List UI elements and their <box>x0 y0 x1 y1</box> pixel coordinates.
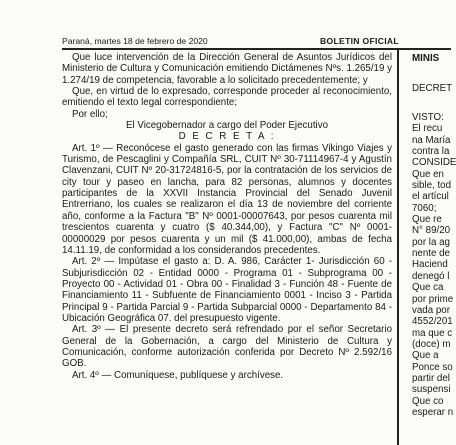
right-line: Que ca <box>412 282 444 294</box>
right-line: el artícul <box>412 191 449 203</box>
main-column <box>62 52 392 381</box>
right-line: Que a <box>412 350 439 362</box>
right-line: 7060; <box>412 202 437 214</box>
paragraph-dictamenes: Que luce intervención de la Dirección General de Asuntos Jurídicos del Ministerio de Cultura y Comunicación emitiendo Dictámenes Nºs. 1.265/19 y 1.274/19 de competencia, favorable a lo solicitado precedentemente; y <box>62 52 392 86</box>
right-line: sible, tod <box>412 180 452 192</box>
article-1: Art. 1º — Reconócese el gasto generado con las firmas Vikingo Viajes y Turismo, de Pescaglini y Compañía SRL, CUIT Nº 30-71114967-4 y Agustín Clavenzani, CUIT Nº 20-31724816-5, por la contratación de los servicios de city tour y paseo en lancha, para 82 personas, alumnos y docentes participantes de la XXVII Instancia Provincial del Senado Juvenil Entrerriano, los cuales se realizaron el día 13 de noviembre del corriente año, conforme a la Factura "B" Nº 0001-00007643, por pesos cuarenta mil trescientos cuarenta y cuatro ($ 40.344,00), y Factura "C" Nº 0001-00000029 por pesos cuarenta y un mil ($ 41.000,00), ambas de fecha 14.11.19, de conformidad a los considerandos precedentes. <box>62 142 392 256</box>
right-line: Que re <box>412 214 442 226</box>
right-line: El recu <box>412 123 443 135</box>
right-section-title: MINIS <box>412 53 440 64</box>
header-rule <box>62 48 451 50</box>
article-2: Art. 2º — Impútase el gasto a: D. A. 986, Carácter 1- Jurisdicción 60 - Subjurisdicción 02 - Entidad 0000 - Programa 01 - Subprograma 00 - Proyecto 00 - Actividad 01 - Obra 00 - Finalidad 3 - Función 48 - Fuente de Financiamiento 11 - Subfuente de Financiamiento 0001 - Inciso 3 - Partida Principal 9 - Partida Parcial 9 - Partida Subparcial 0000 - Departamento 84 - Ubicación Geográfica 07. del presupuesto vigente. <box>62 256 392 324</box>
right-column <box>412 52 456 418</box>
header-date: Paraná, martes 18 de febrero de 2020 <box>62 36 208 46</box>
article-3: Art. 3º — El presente decreto será refrendado por el señor Secretario General de la Gobernación, a cargo del Ministerio de Cultura y Comunicación, conforme autorización conferida por Decreto Nº 2.592/16 GOB. <box>62 324 392 370</box>
right-line: Haciend <box>412 259 448 271</box>
right-line: (doce) m <box>412 338 451 350</box>
right-line: ma que c <box>412 327 453 339</box>
right-line: 4552/201 <box>412 316 453 328</box>
right-line: vada por <box>412 304 450 316</box>
publication-name: BOLETIN OFICIAL <box>320 36 399 46</box>
right-visto-label: VISTO: <box>412 112 444 123</box>
right-line: por prime <box>412 293 454 305</box>
right-line: Que co <box>412 395 444 407</box>
right-line: denegó l <box>412 270 450 282</box>
right-line: CONSIDE <box>412 157 456 169</box>
right-line: N° 89/20 <box>412 225 451 237</box>
paragraph-vicegobernador: El Vicegobernador a cargo del Poder Ejecutivo <box>126 120 328 132</box>
right-decree-heading: DECRET <box>412 83 453 94</box>
column-divider <box>397 48 399 445</box>
right-line: Ponce so <box>412 361 453 373</box>
right-line: partir del <box>412 372 450 384</box>
page-header <box>62 34 451 48</box>
right-line: nente de <box>412 248 450 260</box>
decreta-heading: D E C R E T A : <box>178 131 276 143</box>
article-4: Art. 4º — Comuníquese, publíquese y archívese. <box>72 369 284 381</box>
right-line: Que en <box>412 168 444 180</box>
right-line: suspensi <box>412 384 451 396</box>
paragraph-reconocimiento: Que, en virtud de lo expresado, corresponde proceder al reconocimiento, emitiendo el texto legal correspondiente; <box>62 86 392 109</box>
paragraph-por-ello: Por ello; <box>72 108 108 120</box>
right-line: na María <box>412 134 451 146</box>
right-line: esperar n <box>412 406 454 418</box>
right-line: por la ag <box>412 236 450 248</box>
right-line: contra la <box>412 146 450 158</box>
